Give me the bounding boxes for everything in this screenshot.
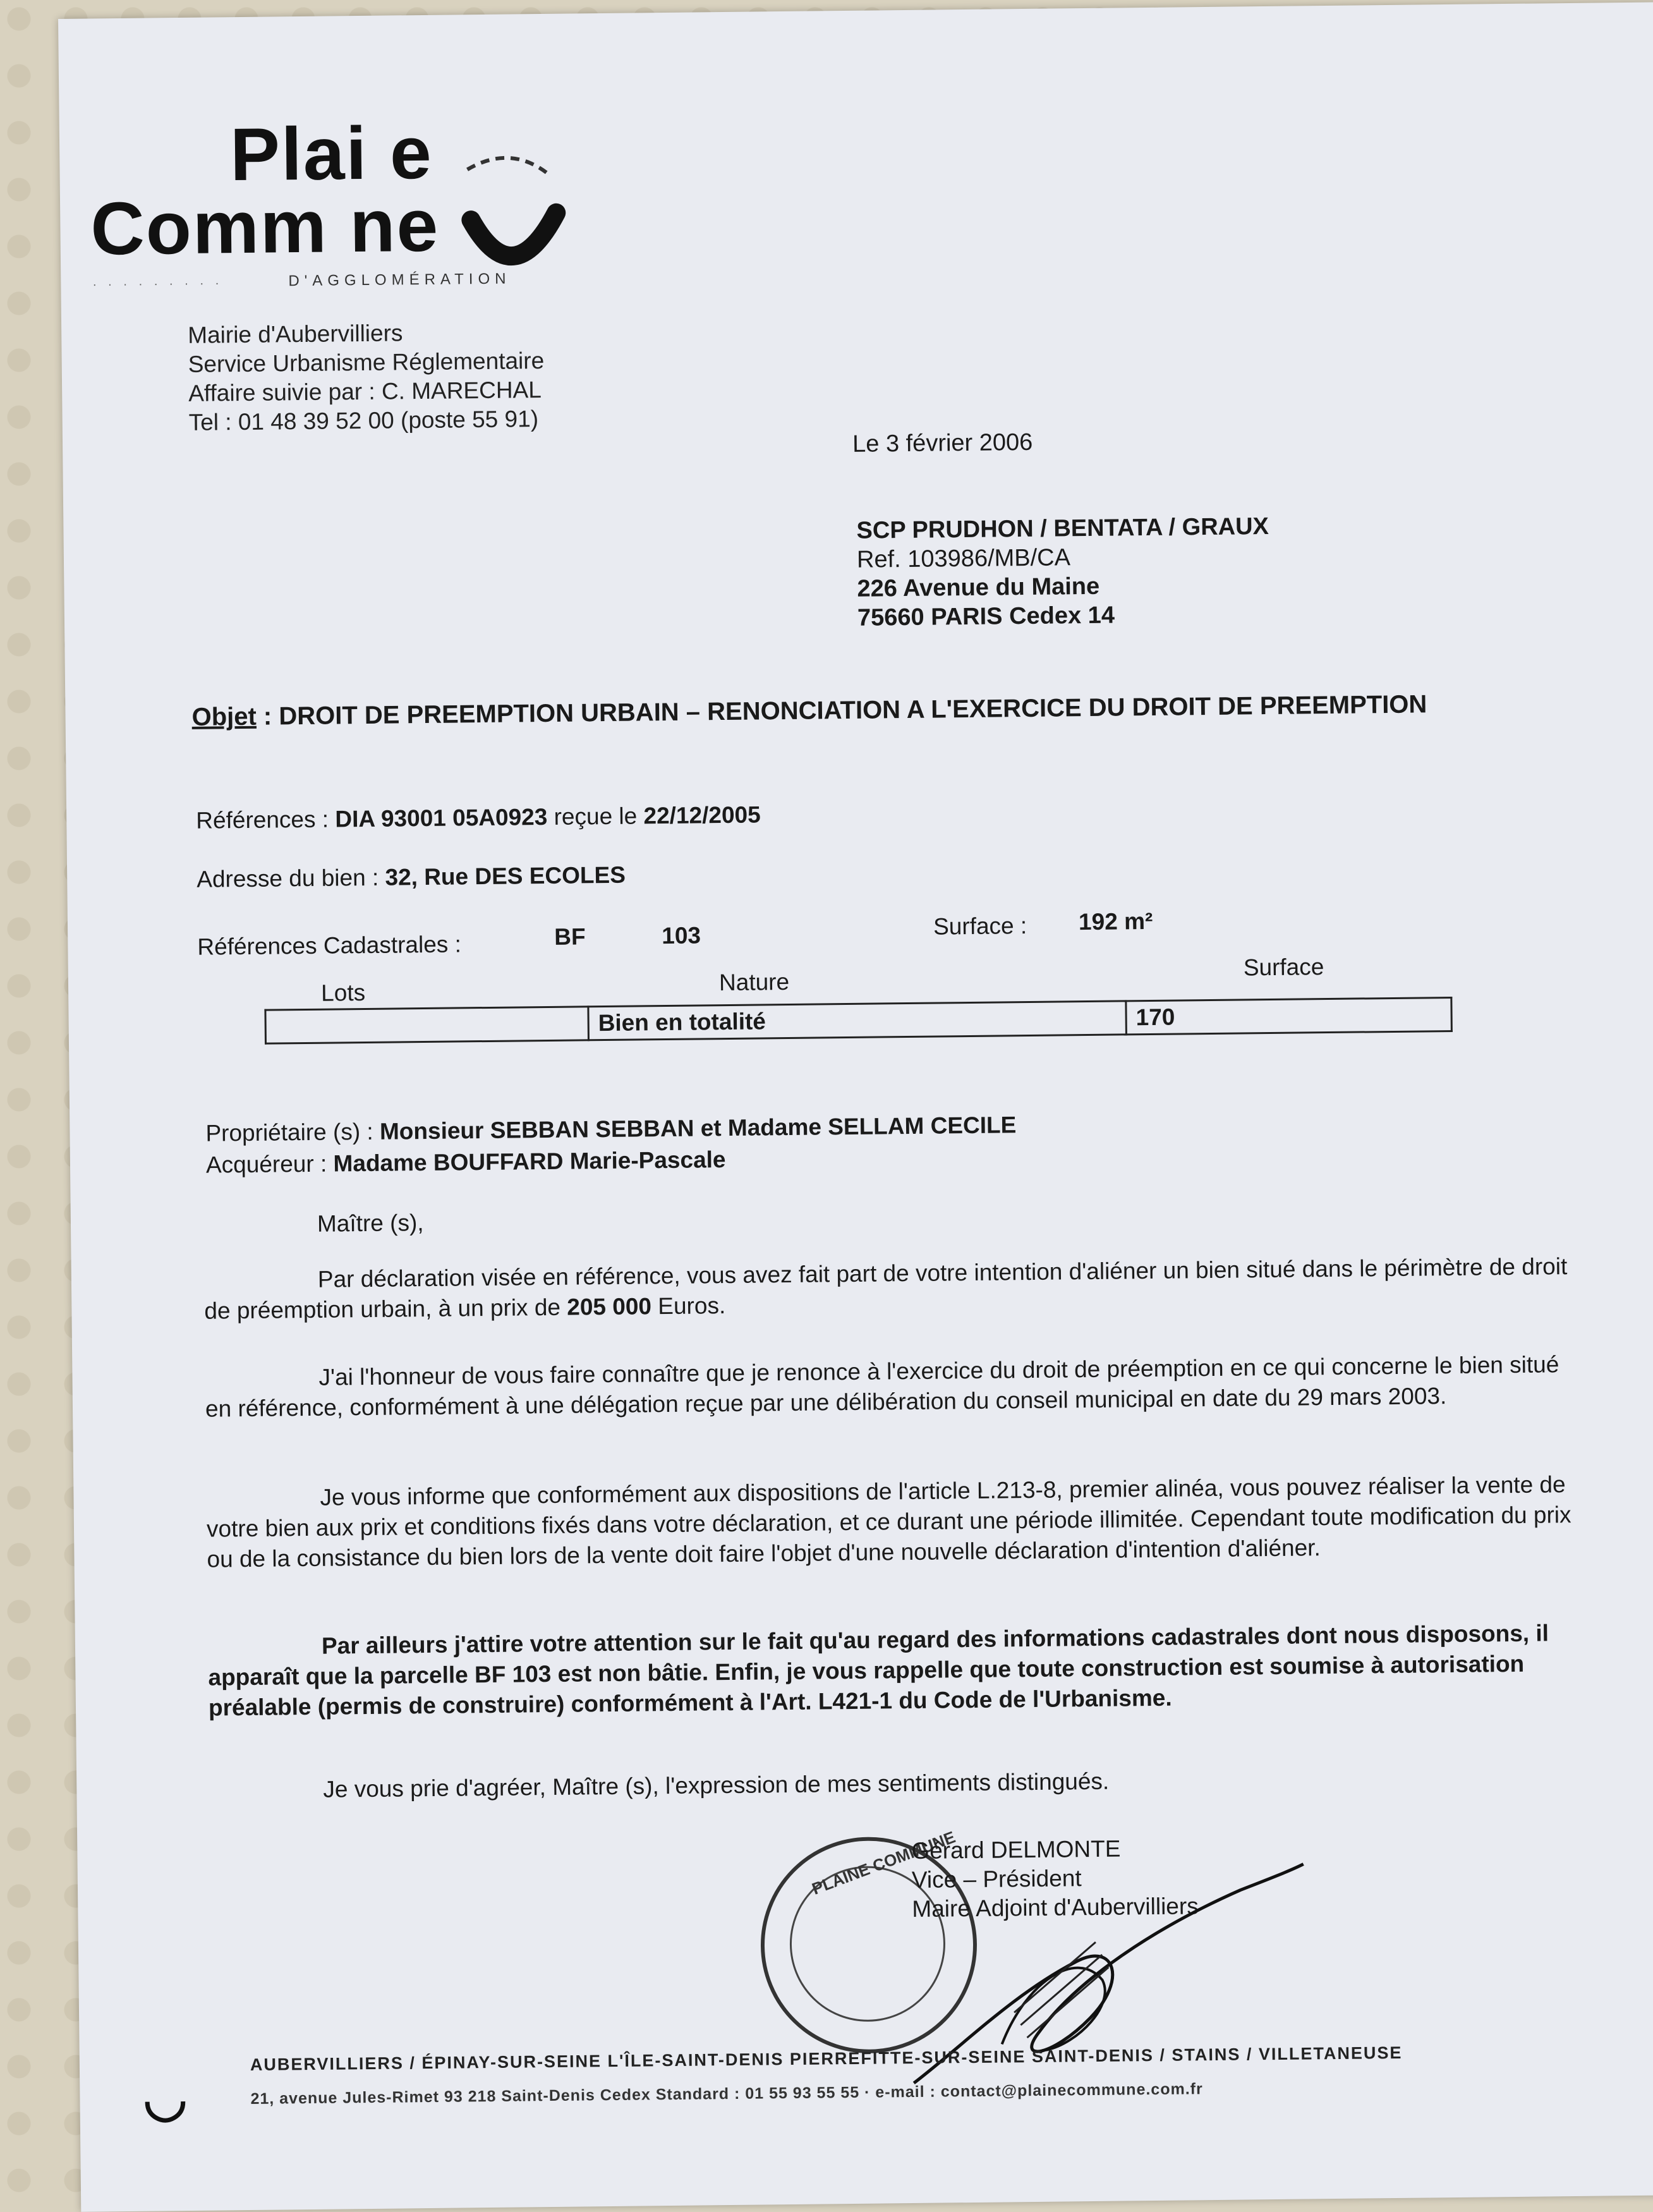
paragraph-declaration: [204, 1251, 1582, 1327]
references-dia: DIA 93001 05A0923: [335, 803, 548, 832]
paragraph-attention: [208, 1618, 1586, 1723]
footer-address: 21, avenue Jules-Rimet 93 218 Saint-Denis Cedex Standard : 01 55 93 55 55 · e-mail : contact@plainecommune.com.fr: [250, 2080, 1203, 2108]
para1-before: Par déclaration visée en référence, vous avez fait part de votre intention d'aliéner un bien situé dans le périmètre de droit de préemption urbain, à un prix de: [204, 1253, 1568, 1324]
acquereur-label: Acquéreur :: [205, 1150, 334, 1178]
proprietaire-line: [205, 1112, 1016, 1146]
proprietaire-label: Propriétaire (s) :: [205, 1118, 380, 1146]
recipient-block: [856, 512, 1269, 633]
table-row: [265, 997, 1451, 1043]
sender-line-tel: Tel : 01 48 39 52 00 (poste 55 91): [188, 406, 539, 435]
recipient-city: 75660 PARIS Cedex 14: [857, 602, 1115, 631]
acquereur-line: [206, 1146, 726, 1179]
cadastre-surface-value: 192 m²: [1078, 908, 1153, 935]
para1-price: 205 000: [567, 1293, 652, 1320]
lots-table: [264, 997, 1452, 1045]
sender-block: [188, 317, 545, 437]
proprietaire-value: Monsieur SEBBAN SEBBAN et Madame SELLAM CECILE: [379, 1112, 1017, 1145]
cadastre-label: Références Cadastrales :: [197, 931, 462, 960]
closing-line: Je vous prie d'agréer, Maître (s), l'expression de mes sentiments distingués.: [323, 1768, 1110, 1802]
salutation: Maître (s),: [317, 1210, 424, 1237]
sender-line-service: Service Urbanisme Réglementaire: [188, 347, 545, 377]
stamp-text: PLAINE COMMUNE: [809, 1827, 958, 1899]
logo-dots: · · · · · · · · ·: [92, 276, 223, 292]
paragraph-information: [206, 1469, 1584, 1575]
paragraph-renonciation: [205, 1349, 1583, 1425]
cadastre-surface-label: Surface :: [933, 913, 1027, 940]
signatory-role: Maire Adjoint d'Aubervilliers: [912, 1893, 1199, 1923]
adresse-value: 32, Rue DES ECOLES: [385, 861, 626, 890]
para2-text: J'ai l'honneur de vous faire connaître que je renonce à l'exercice du droit de préemption en ce qui concerne le bien situé en référence, conformément à une délégation reçue par une délibération du conseil municipal en date du 29 mars 2003.: [205, 1351, 1559, 1422]
references-recue: reçue le: [547, 803, 644, 830]
logo-arc-icon: [454, 143, 569, 290]
recipient-street: 226 Avenue du Maine: [857, 573, 1100, 602]
subject-label: Objet: [191, 702, 257, 731]
references-label: Références :: [196, 806, 336, 834]
letter-page: [58, 2, 1653, 2211]
para1-after: Euros.: [651, 1292, 726, 1320]
subject-line: [191, 690, 1427, 731]
logo-line-commune: Comm ne: [90, 183, 440, 271]
lots-header-nature: Nature: [718, 968, 790, 996]
cadastre-section: BF: [554, 923, 586, 950]
cadastre-numero: 103: [662, 922, 701, 949]
sender-line-affaire: Affaire suivie par : C. MARECHAL: [188, 377, 542, 406]
recipient-ref: Ref. 103986/MB/CA: [856, 544, 1071, 573]
recipient-name: SCP PRUDHON / BENTATA / GRAUX: [856, 513, 1269, 544]
lots-header-lots: Lots: [320, 979, 366, 1006]
para3-text: Je vous informe que conformément aux dispositions de l'article L.213-8, premier alinéa, vous pouvez réaliser la vente de votre bien aux prix et conditions fixés dans votre déclaration, et ce durant une période illimitée. Cependant toute modification du prix ou de la consistance du bien lors de la vente doit faire l'objet d'une nouvelle déclaration d'intention d'aliéner.: [206, 1471, 1571, 1572]
references-date: 22/12/2005: [643, 801, 761, 829]
references-line: [196, 801, 761, 834]
letter-date: Le 3 février 2006: [852, 428, 1033, 458]
adresse-line: [197, 862, 626, 893]
lots-cell-surface: 170: [1126, 997, 1452, 1034]
acquereur-value: Madame BOUFFARD Marie-Pascale: [333, 1146, 726, 1177]
signatory-name: Gérard DELMONTE: [911, 1835, 1121, 1864]
lots-cell-lots: [265, 1007, 589, 1043]
logo-line-plaine: Plai e: [229, 111, 433, 197]
lots-header-surface: Surface: [1243, 954, 1324, 981]
para4-text: Par ailleurs j'attire votre attention sur le fait qu'au regard des informations cadastrales dont nous disposons, il apparaît que la parcelle BF 103 est non bâtie. Enfin, je vous rappelle que toute construction est soumise à autorisation préalable (permis de construire) conformément à l'Art. L421-1 du Code de l'Urbanisme.: [208, 1620, 1549, 1721]
signatory-title: Vice – Président: [911, 1865, 1082, 1893]
lots-cell-nature: Bien en totalité: [588, 1001, 1127, 1040]
adresse-label: Adresse du bien :: [197, 864, 385, 892]
logo-subtitle: D'AGGLOMÉRATION: [288, 270, 511, 290]
footer-cities: AUBERVILLIERS / ÉPINAY-SUR-SEINE L'ÎLE-SAINT-DENIS PIERREFITTE-SUR-SEINE SAINT-DENIS / STAINS / VILLETANEUSE: [250, 2043, 1403, 2074]
footer-logo-icon: ◡: [142, 2070, 188, 2127]
sender-line-mairie: Mairie d'Aubervilliers: [188, 320, 403, 348]
subject-text: : DROIT DE PREEMPTION URBAIN – RENONCIATION A L'EXERCICE DU DROIT DE PREEMPTION: [256, 690, 1427, 731]
